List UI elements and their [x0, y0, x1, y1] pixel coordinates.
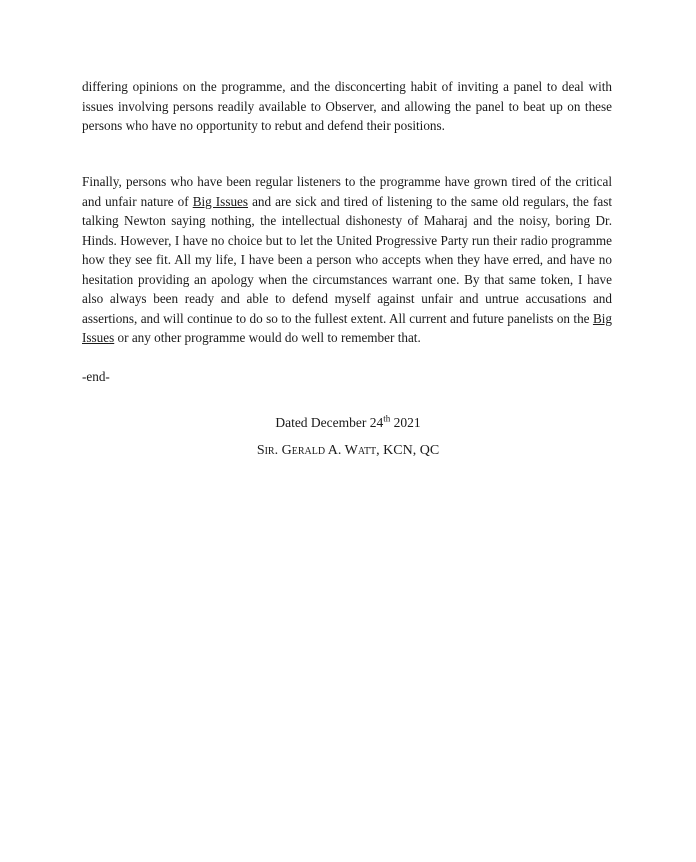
paragraph-panel-habit: [82, 77, 612, 136]
paragraph-2-part-2: and are sick and tired of listening to the same old regulars, the fast talking Newton saying nothing, the intellectual dishonesty of Maharaj and the noisy, boring Dr. Hinds. However, I have no choice but to let the United Progressive Party run their radio programme how they see fit. All my life, I have been a person who accepts when they have erred, and have no hesitation providing an apology when the circumstances warrant one. By that same token, I have also always been ready and able to defend myself against unfair and untrue accusations and assertions, and will continue to do so to the fullest extent. All current and future panelists on the: [82, 193, 613, 326]
date-ordinal-suffix: th: [383, 413, 391, 424]
paragraph-1-text: differing opinions on the programme, and the disconcerting habit of inviting a panel to deal with issues involving persons readily available to Observer, and allowing the panel to beat up on these persons who have no opportunity to rebut and defend their positions.: [82, 79, 612, 133]
signatory-name: Sir. Gerald A. Watt, KCN, QC: [256, 443, 440, 458]
big-issues-reference-2: Big Issues: [82, 310, 612, 345]
date-year: 2021: [390, 415, 421, 430]
date-line: [0, 415, 696, 431]
end-marker: -end-: [82, 369, 110, 384]
big-issues-reference-1: Big Issues: [192, 193, 249, 209]
paragraph-2-part-3: or any other programme would do well to remember that.: [114, 330, 421, 345]
paragraph-conclusion: [82, 172, 612, 348]
paragraph-2-part-1: Finally, persons who have been regular listeners to the programme have grown tired of the critical and unfair nature of: [82, 174, 612, 209]
date-prefix: Dated December 24: [275, 415, 384, 430]
